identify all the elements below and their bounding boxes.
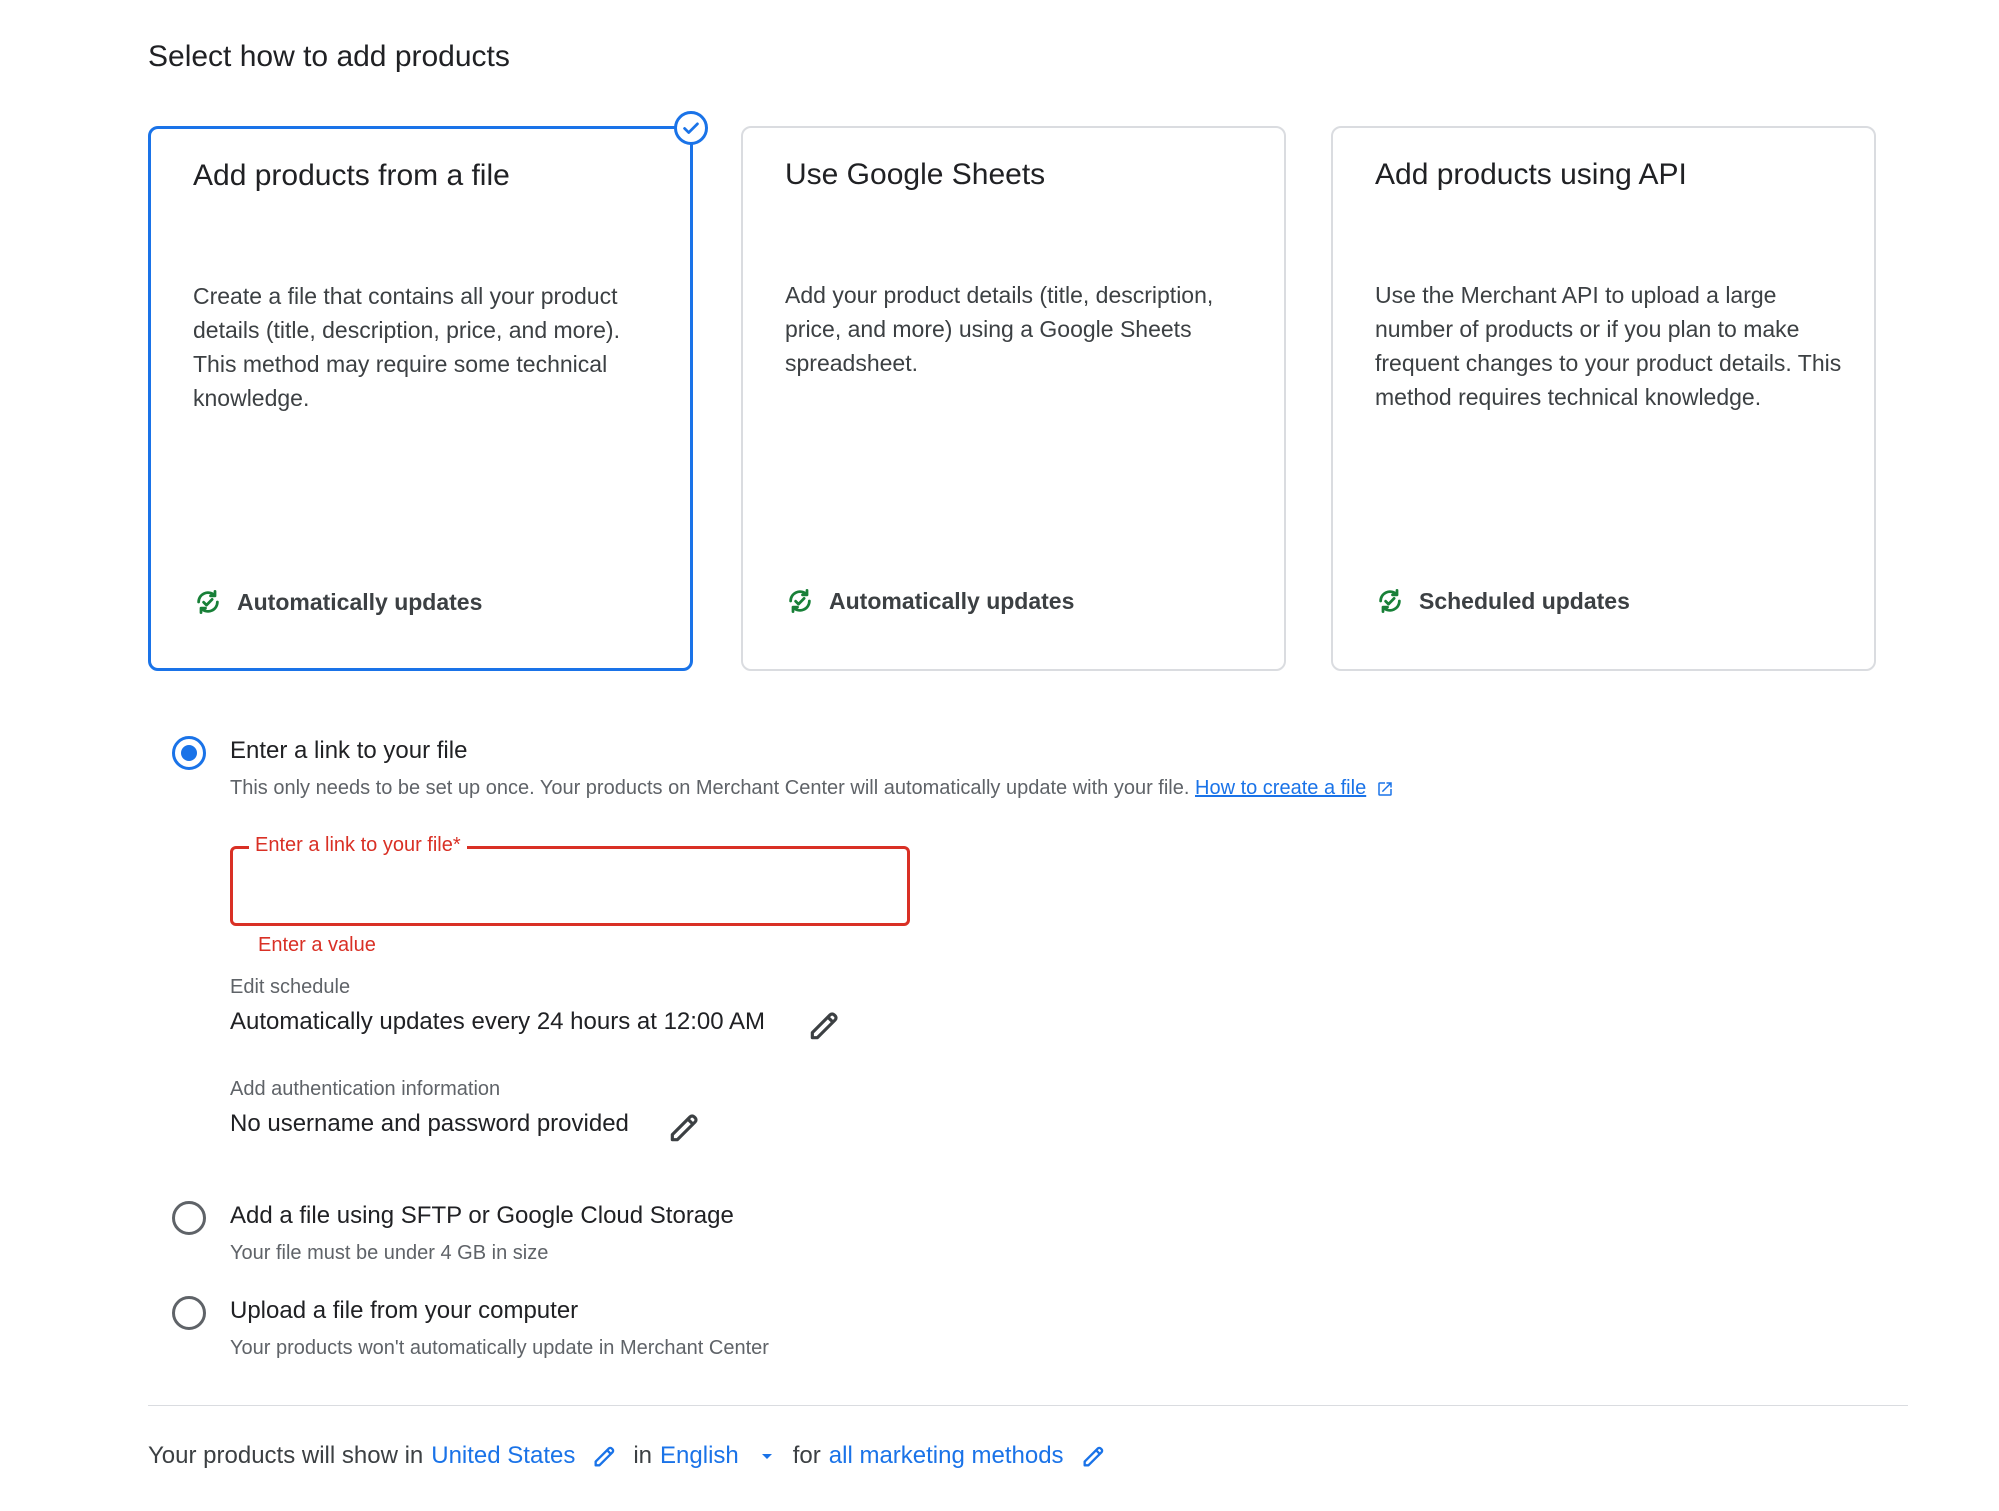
auth-value: No username and password provided bbox=[230, 1110, 629, 1137]
card-footer bbox=[785, 586, 1074, 616]
schedule-label: Edit schedule bbox=[230, 976, 351, 998]
card-title: Add products using API bbox=[1375, 158, 1687, 191]
check-circle-icon bbox=[674, 111, 708, 145]
edit-schedule-button[interactable] bbox=[806, 1006, 844, 1044]
divider bbox=[148, 1405, 1908, 1406]
card-description: Use the Merchant API to upload a large number of products or if you plan to make frequent changes to your product details. This method requires technical knowledge. bbox=[1375, 282, 1842, 410]
option-description-upload: Your products won't automatically update in Merchant Center bbox=[230, 1337, 769, 1359]
card-api[interactable] bbox=[1331, 126, 1876, 671]
language-select[interactable]: English bbox=[660, 1442, 739, 1469]
radio-sftp[interactable] bbox=[172, 1201, 206, 1235]
card-description: Add your product details (title, description, price, and more) using a Google Sheets spreadsheet. bbox=[785, 282, 1214, 376]
radio-upload[interactable] bbox=[172, 1296, 206, 1330]
card-description: Create a file that contains all your product details (title, description, price, and more). This method may require some technical knowledge. bbox=[193, 283, 620, 411]
footer-summary bbox=[148, 1442, 1122, 1470]
option-label-sftp: Add a file using SFTP or Google Cloud Storage bbox=[230, 1202, 734, 1229]
how-to-create-file-link[interactable]: How to create a file bbox=[1195, 777, 1367, 799]
pencil-icon[interactable] bbox=[1080, 1442, 1108, 1470]
option-label-upload: Upload a file from your computer bbox=[230, 1297, 579, 1324]
page-title: Select how to add products bbox=[148, 40, 510, 73]
open-in-new-icon[interactable] bbox=[1376, 780, 1394, 798]
option-description-text: This only needs to be set up once. Your products on Merchant Center will automatically update with your file. bbox=[230, 777, 1190, 799]
file-link-field[interactable] bbox=[230, 834, 910, 926]
card-title: Use Google Sheets bbox=[785, 158, 1046, 191]
sync-check-icon bbox=[785, 586, 815, 616]
card-footer-label: Scheduled updates bbox=[1419, 587, 1630, 614]
option-label-enter-link: Enter a link to your file bbox=[230, 737, 468, 764]
card-title: Add products from a file bbox=[193, 159, 510, 192]
pencil-icon bbox=[806, 1006, 844, 1044]
card-footer bbox=[193, 587, 482, 617]
radio-enter-link[interactable] bbox=[172, 736, 206, 770]
footer-for-word: for bbox=[792, 1442, 821, 1469]
pencil-icon[interactable] bbox=[591, 1442, 619, 1470]
footer-prefix: Your products will show in bbox=[148, 1442, 424, 1469]
option-description-sftp: Your file must be under 4 GB in size bbox=[230, 1242, 549, 1264]
card-footer-label: Automatically updates bbox=[829, 587, 1075, 614]
sync-check-icon bbox=[1375, 586, 1405, 616]
marketing-methods-link[interactable]: all marketing methods bbox=[828, 1442, 1064, 1469]
pencil-icon bbox=[666, 1108, 704, 1146]
schedule-value: Automatically updates every 24 hours at 12:00 AM bbox=[230, 1008, 765, 1035]
footer-in-word: in bbox=[633, 1442, 653, 1469]
edit-auth-button[interactable] bbox=[666, 1108, 704, 1146]
option-description-enter-link bbox=[230, 777, 1394, 800]
auth-label: Add authentication information bbox=[230, 1078, 501, 1100]
sync-check-icon bbox=[193, 587, 223, 617]
arrow-drop-down-icon[interactable] bbox=[755, 1444, 779, 1468]
file-link-error: Enter a value bbox=[258, 934, 376, 956]
country-link[interactable]: United States bbox=[431, 1442, 576, 1469]
file-link-input[interactable] bbox=[247, 869, 891, 907]
file-link-field-label: Enter a link to your file* bbox=[249, 834, 467, 857]
card-google-sheets[interactable] bbox=[741, 126, 1286, 671]
card-footer-label: Automatically updates bbox=[237, 588, 483, 615]
card-footer bbox=[1375, 586, 1630, 616]
card-add-from-file[interactable] bbox=[148, 126, 693, 671]
